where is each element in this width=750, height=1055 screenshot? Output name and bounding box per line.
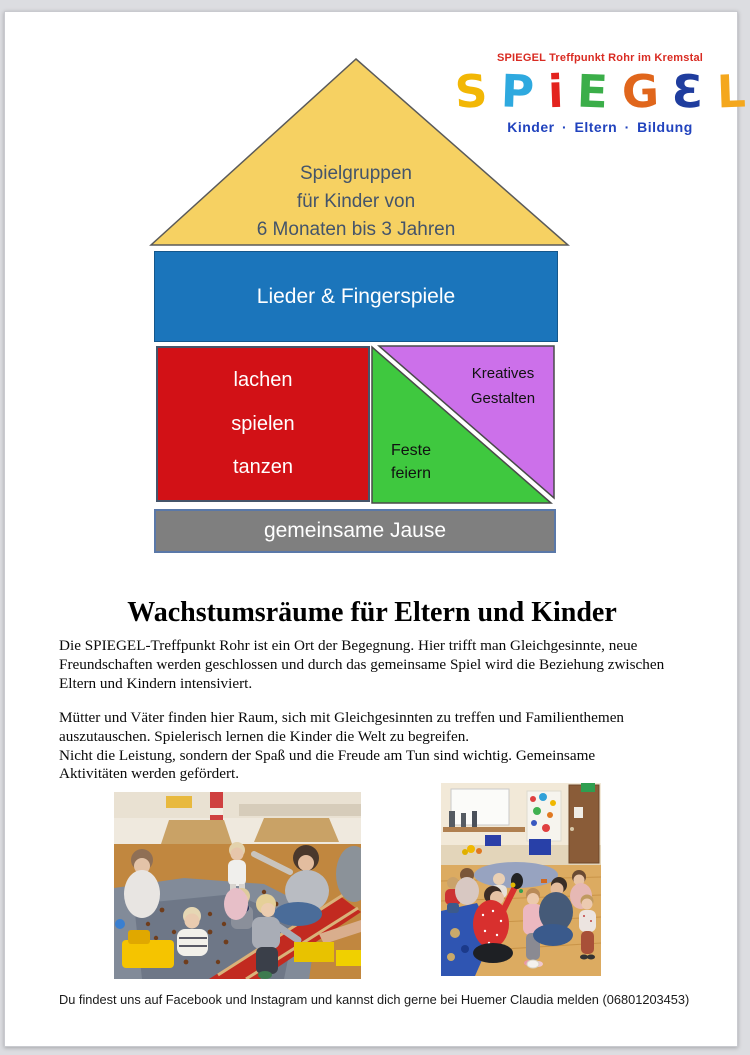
paragraph-details — [59, 709, 665, 784]
photo-playgroup-chestnuts — [114, 792, 361, 979]
roof-line-2: für Kinder von — [296, 191, 416, 212]
purple-line-1: Kreatives — [471, 365, 535, 382]
paragraph-details-part-1: Mütter und Väter finden hier Raum, sich mit Gleichgesinnten zu treffen und Familienthemen auszutauschen. Spielerisch lernen die Kinder die Welt zu begreifen. — [59, 709, 625, 745]
spiegel-logo — [455, 52, 745, 135]
green-line-1: Feste — [391, 442, 432, 459]
green-line-2: feiern — [391, 465, 432, 482]
logo-letter-reversed-e: Ɛ — [671, 64, 703, 119]
red-box-line-3: tanzen — [232, 456, 294, 479]
page-title: Wachstumsräume für Eltern und Kinder — [127, 597, 617, 628]
logo-letter-p: P — [500, 64, 535, 119]
red-box — [156, 346, 370, 502]
purple-line-2: Gestalten — [470, 390, 536, 407]
logo-letter-g: G — [620, 64, 659, 119]
contact-line: Du findest uns auf Facebook und Instagram und kannst dich gerne bei Huemer Claudia melden (06801203453) — [59, 992, 690, 1007]
gray-bar — [154, 509, 556, 553]
red-box-line-2: spielen — [231, 412, 295, 435]
logo-tagline-bottom: Kinder · Eltern · Bildung — [507, 119, 693, 135]
logo-letter-s: S — [453, 64, 488, 119]
logo-letter-l: L — [716, 64, 746, 119]
logo-tagline-top: SPIEGEL Treffpunkt Rohr im Kremstal — [496, 52, 704, 64]
purple-triangle-label — [457, 361, 549, 411]
paragraph-details-part-2: Nicht die Leistung, sondern der Spaß und die Freude am Tun sind wichtig. Gemeinsame Aktivitäten werden gefördert. — [59, 746, 596, 783]
roof-line-3: 6 Monaten bis 3 Jahren — [256, 219, 456, 240]
photo-playgroup-circle — [441, 783, 601, 976]
red-box-line-1: lachen — [233, 368, 293, 391]
flyer-page — [4, 11, 746, 1047]
logo-letter-i: i — [547, 64, 564, 119]
roof-label — [206, 160, 506, 244]
roof-line-1: Spielgruppen — [300, 163, 412, 184]
photo-playgroup-circle-illustration — [441, 783, 601, 976]
logo-wordmark — [455, 66, 745, 118]
photo-playgroup-chestnuts-illustration — [114, 792, 361, 979]
logo-letter-e: E — [576, 64, 608, 119]
gray-bar-label: gemeinsame Jause — [263, 519, 447, 542]
paragraph-intro: Die SPIEGEL-Treffpunkt Rohr ist ein Ort der Begegnung. Hier trifft man Gleichgesinnte, neue Freundschaften werden geschlossen und durch das gemeinsame Spiel wird die Beziehung zwischen Eltern und Kindern intensiviert. — [59, 637, 665, 692]
blue-bar-label: Lieder & Fingerspiele — [256, 284, 456, 308]
blue-bar — [154, 251, 558, 342]
green-triangle-label — [391, 439, 431, 485]
